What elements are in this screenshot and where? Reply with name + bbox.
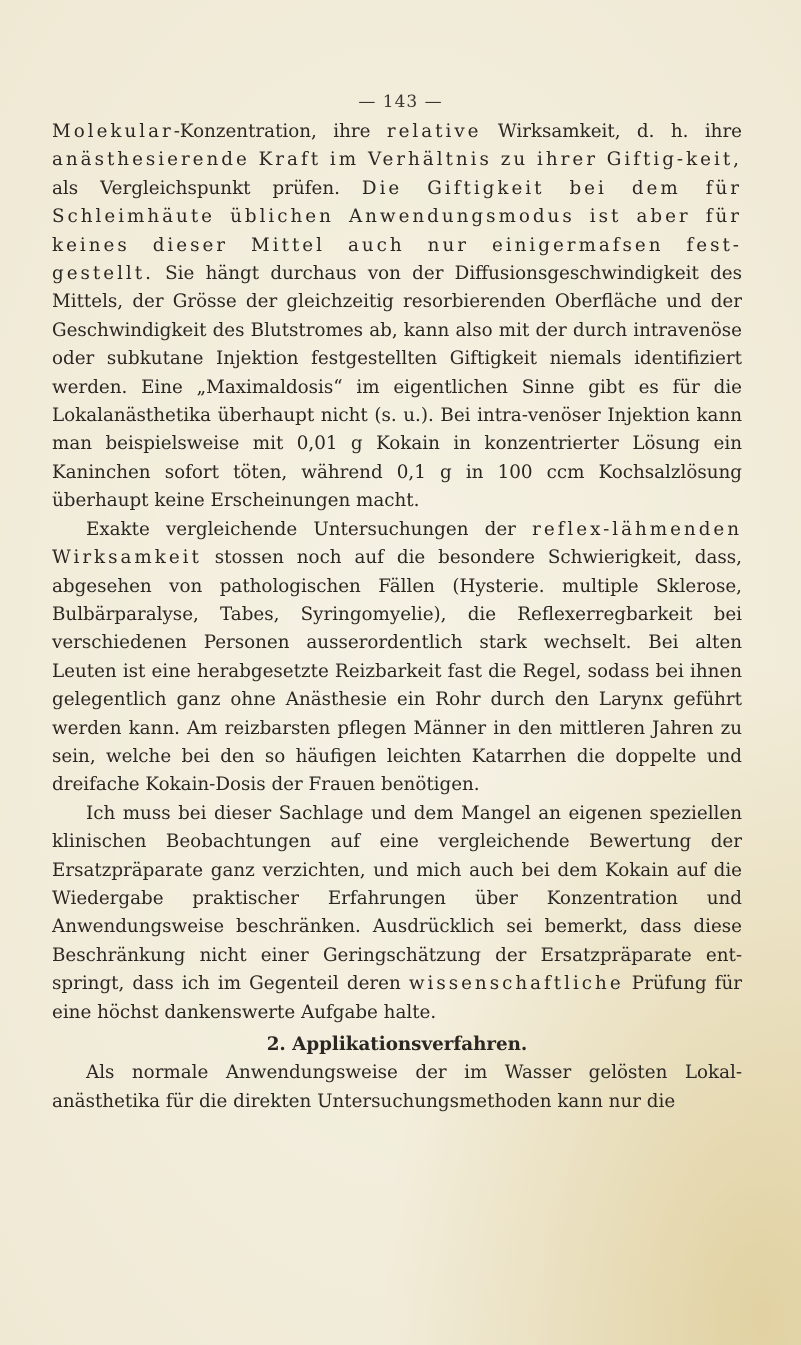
emphasis-text: anästhesierende Kraft im Verhältnis zu ihrer Giftig-keit, — [52, 149, 742, 171]
emphasis-text: Die Giftigkeit bei dem für Schleimhäute üblichen Anwendungsmodus ist aber für keines dieser Mittel auch nur einigermafsen fest-gestellt. — [52, 177, 742, 285]
body-text: als Vergleichspunkt prüfen. — [52, 177, 362, 199]
paragraph-2 — [52, 516, 742, 800]
body-text: Prüfung für eine höchst dankenswerte Aufgabe halte. — [52, 973, 743, 1023]
body-text: Wirksamkeit, d. h. ihre — [481, 121, 742, 142]
body-text: Als normale Anwendungsweise der im Wasser gelösten Lokal-anästhetika für die direkten Untersuchungsmethoden kann nur die — [52, 1062, 742, 1112]
page-number: — 143 — — [358, 92, 443, 112]
body-text: Sie hängt durchaus von der Diffusionsgeschwindigkeit des Mittels, der Grösse der gleichzeitig resorbierenden Oberfläche und der Geschwindigkeit des Blutstromes ab, kann also mit der durch intravenöse oder subkutane Injektion festgestellten Giftigkeit niemals identifiziert werden. Eine „Maximaldosis“ im eigentlichen Sinne gibt es für die Lokalanästhetika überhaupt nicht (s. u.). Bei intra-venöser Injektion kann man beispielsweise mit 0,01 g Kokain in konzentrierter Lösung ein Kaninchen sofort töten, während 0,1 g in 100 ccm Kochsalzlösung überhaupt keine Erscheinungen macht. — [52, 263, 742, 512]
body-text: -Konzentration, ihre — [173, 121, 387, 142]
emphasis-text: reflex-lähmenden Wirksamkeit — [52, 518, 742, 569]
emphasis-text: Molekular — [52, 121, 174, 142]
emphasis-text: wissenschaftliche — [408, 973, 624, 995]
body-text: Exakte vergleichende Untersuchungen der — [86, 518, 533, 540]
body-text: stossen noch auf die besondere Schwierigkeit, dass, abgesehen von pathologischen Fällen (Hysterie. multiple Sklerose, Bulbärparalyse, Tabes, Syringomyelie), die Reflexerregbarkeit bei verschiedenen Personen ausserordentlich stark wechselt. Bei alten Leuten ist eine herabgesetzte Reizbarkeit fast die Regel, sodass bei ihnen gelegentlich ganz ohne Anästhesie ein Rohr durch den Larynx geführt werden kann. Am reizbarsten pflegen Männer in den mittleren Jahren zu sein, welche bei den so häufigen leichten Katarrhen die doppelte und dreifache Kokain-Dosis der Frauen benötigen. — [52, 547, 742, 796]
emphasis-text: relative — [386, 121, 482, 142]
section-heading: 2. Applikationsverfahren. — [266, 1034, 528, 1055]
page-body — [52, 118, 742, 1116]
paragraph-1 — [52, 118, 742, 516]
paragraph-4 — [52, 1059, 742, 1116]
body-text: Ich muss bei dieser Sachlage und dem Mangel an eigenen speziellen klinischen Beobachtungen auf eine vergleichende Bewertung der Ersatzpräparate ganz verzichten, und mich auch bei dem Kokain auf die Wiedergabe praktischer Erfahrungen über Konzentration und Anwendungsweise beschränken. Ausdrücklich sei bemerkt, dass diese Beschränkung nicht einer Geringschätzung der Ersatzpräparate ent-springt, dass ich im Gegenteil deren — [52, 802, 742, 995]
paragraph-3 — [52, 800, 742, 1027]
